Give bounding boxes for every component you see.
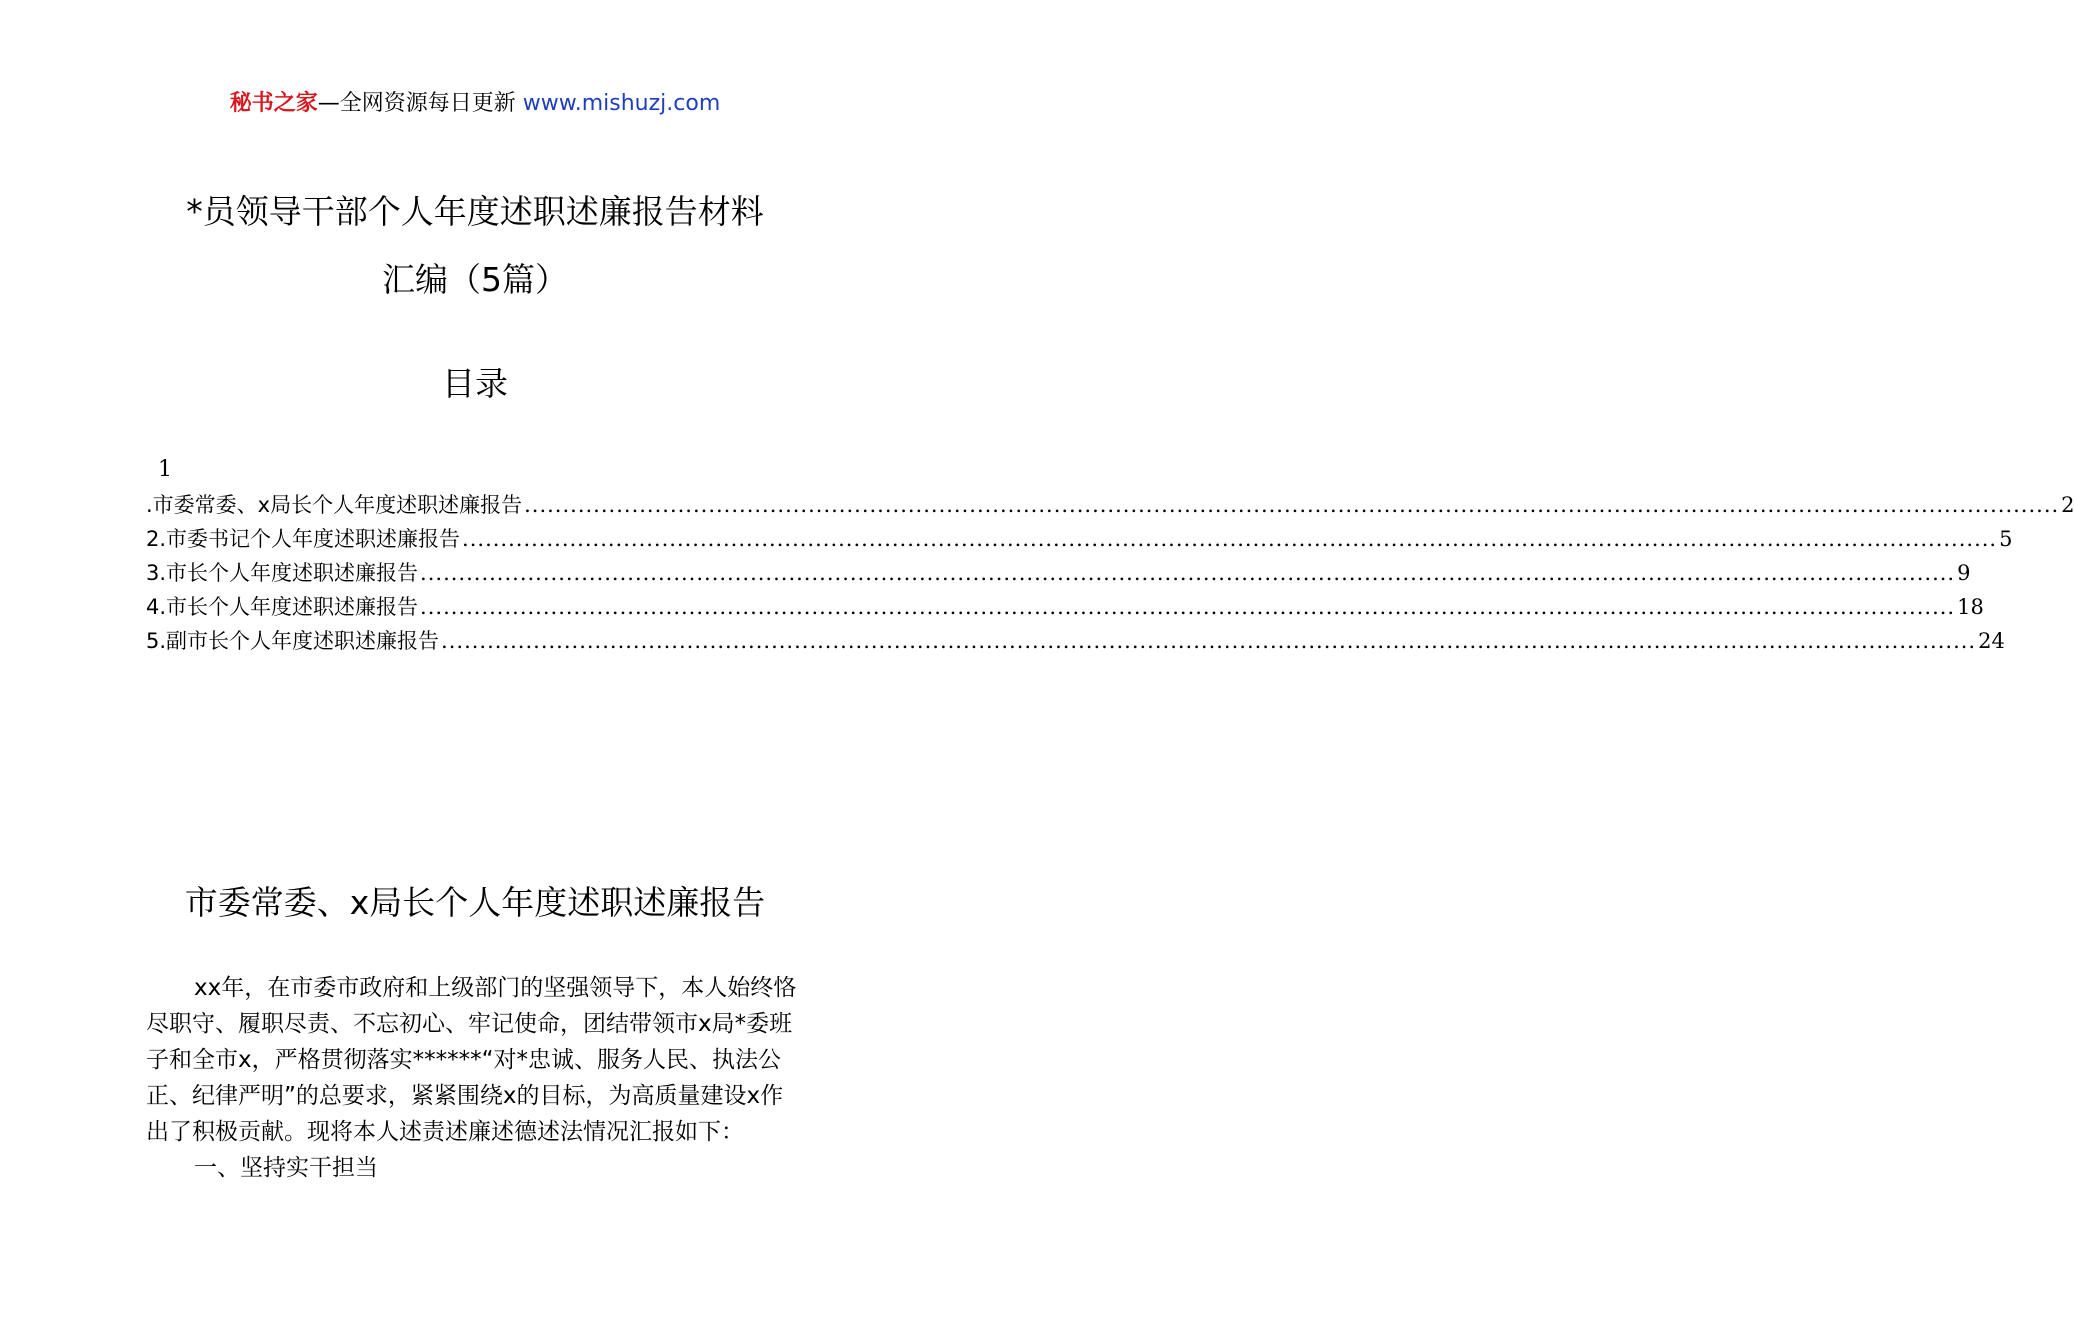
body-paragraph: xx年，在市委市政府和上级部门的坚强领导下，本人始终恪尽职守、履职尽责、不忘初心、牢记使命，团结带领市x局*委班子和全市x，严格贯彻落实******“对*忠诚、服务人民、执法公正、纪律严明”的总要求，紧紧围绕x的目标，为高质量建设x作出了积极贡献。现将本人述责述廉述德述法情况汇报如下： [146,975,797,1145]
toc-entry[interactable] [146,590,1984,624]
toc-entry-label: 4.市长个人年度述职述廉报告 [146,595,419,619]
toc-entry-label: 2.市委书记个人年度述职述廉报告 [146,527,461,551]
toc-entry-label: 3.市长个人年度述职述廉报告 [146,561,419,585]
body-subheading: 一、坚持实干担当 [194,1155,378,1181]
document-title-line-2: 汇编（5篇） [382,260,568,299]
header-slogan: —全网资源每日更新 [317,91,523,116]
toc-leader-dots: ........................................................................................................................................................................................................ [441,629,1977,653]
toc-leader-dots: ........................................................................................................................................................................................................ [524,493,2060,517]
section-body [146,970,806,1186]
toc-entry-page: 24 [1978,629,2005,653]
toc-entry[interactable] [146,556,1971,590]
site-link[interactable]: www.mishuzj.com [522,91,721,116]
toc-entry-page: 2 [2061,493,2075,517]
table-of-contents [146,488,2075,658]
toc-entry[interactable] [146,522,2013,556]
toc-entry-page: 9 [1957,561,1971,585]
toc-entry-page: 5 [1999,527,2013,551]
toc-entry[interactable] [146,624,2005,658]
toc-first-number: 1 [158,457,172,482]
toc-leader-dots: ........................................................................................................................................................................................................ [420,595,1956,619]
toc-heading: 目录 [442,364,508,403]
toc-entry-label: .市委常委、x局长个人年度述职述廉报告 [146,493,523,517]
document-title-line-1: *员领导干部个人年度述职述廉报告材料 [186,192,764,231]
toc-entry-page: 18 [1957,595,1984,619]
toc-leader-dots: ........................................................................................................................................................................................................ [420,561,1956,585]
toc-entry-label: 5.副市长个人年度述职述廉报告 [146,629,440,653]
toc-leader-dots: ........................................................................................................................................................................................................ [462,527,1998,551]
site-header [0,88,950,120]
section-title: 市委常委、x局长个人年度述职述廉报告 [184,883,766,922]
brand-name: 秘书之家 [229,91,318,116]
toc-entry[interactable] [146,488,2075,522]
